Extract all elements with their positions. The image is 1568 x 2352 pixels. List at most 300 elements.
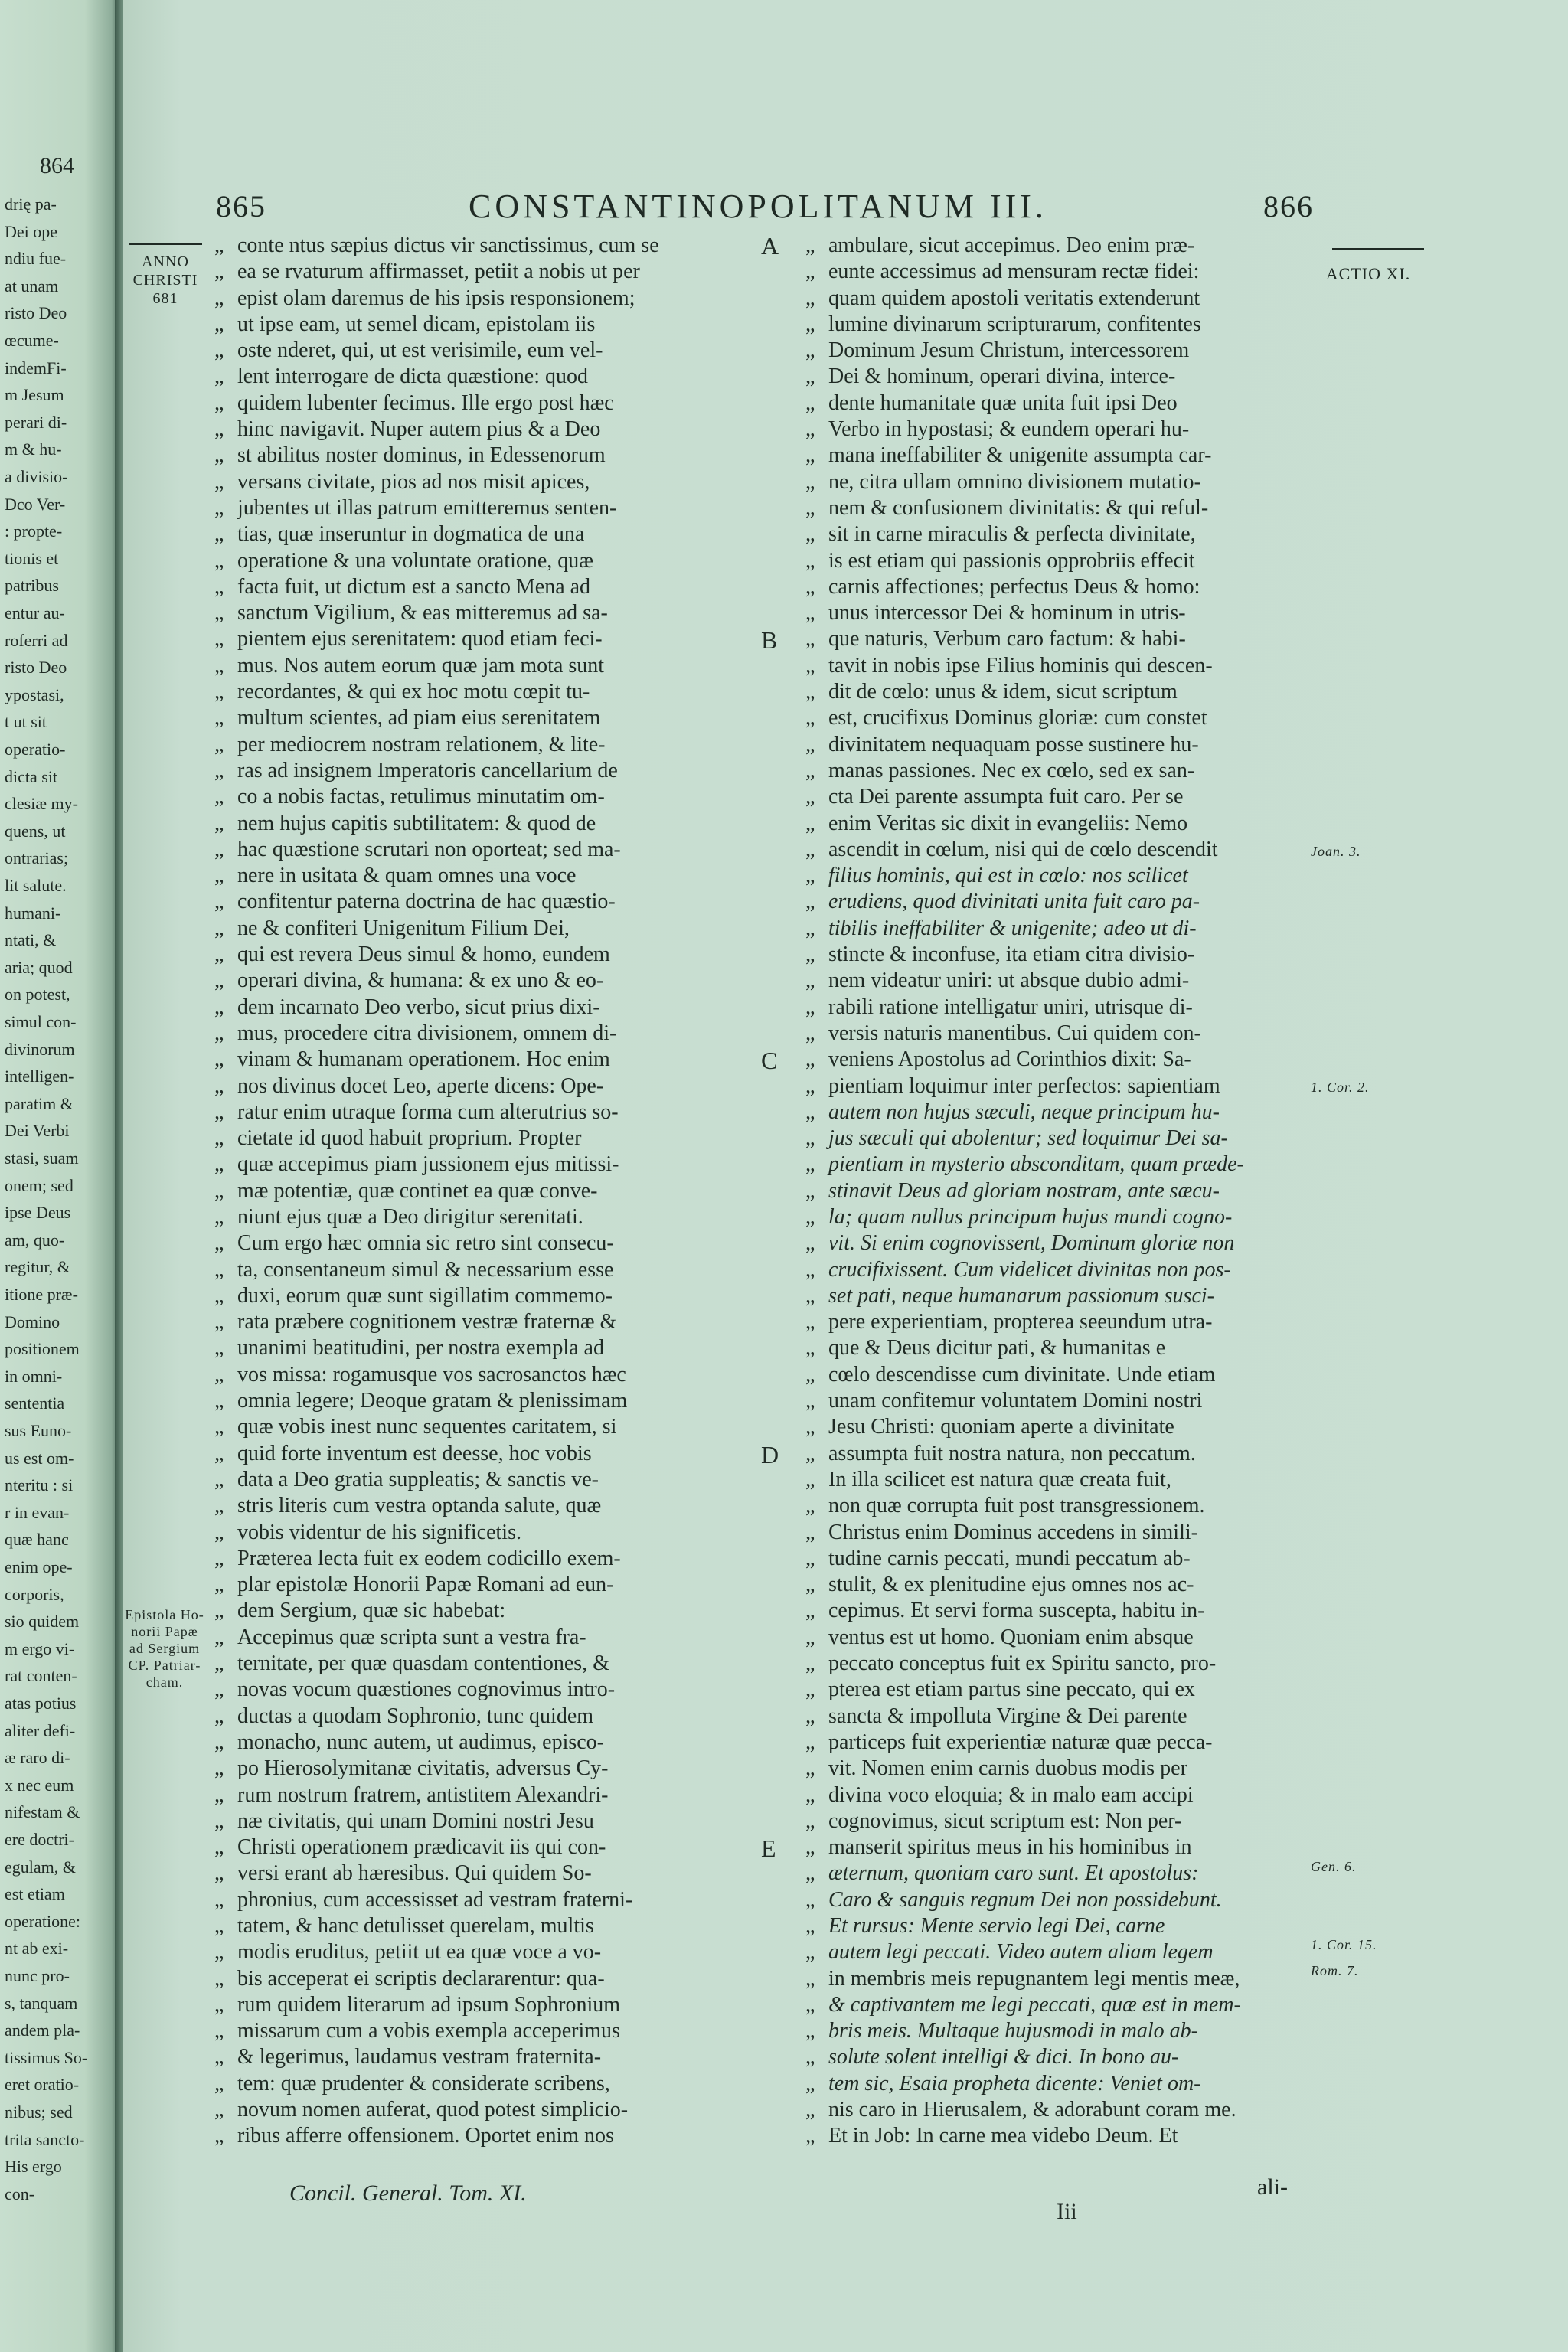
text-line (805, 443, 1311, 469)
text-line (805, 1730, 1311, 1756)
text-line (805, 784, 1311, 810)
text-line (805, 1913, 1311, 1939)
quotation-mark: „ (805, 837, 815, 861)
text-line-content: quam quidem apostoli veritatis extenderunt (828, 286, 1200, 310)
text-line (214, 1021, 674, 1047)
text-line (805, 1441, 1311, 1467)
text-line (214, 679, 674, 705)
text-line-content: Et rursus: Mente servio legi Dei, carne (828, 1914, 1165, 1938)
left-edge-line: us est om- (5, 1448, 74, 1468)
quotation-mark: „ (805, 1966, 815, 1991)
text-line (805, 416, 1311, 443)
text-line (805, 1230, 1311, 1256)
left-edge-line: ndiu fue- (5, 249, 67, 269)
text-line (805, 653, 1311, 679)
text-line (805, 495, 1311, 521)
text-line-content: pientiam in mysterio absconditam, quam præde- (828, 1152, 1244, 1177)
text-line (214, 1651, 674, 1677)
right-text-column (805, 233, 1311, 2150)
text-line-content: st abilitus noster dominus, in Edessenorum (237, 443, 606, 468)
quotation-mark: „ (214, 1887, 224, 1912)
text-line-content: unam confitemur voluntatem Domini nostri (828, 1389, 1203, 1413)
text-line (805, 1493, 1311, 1519)
quotation-mark: „ (214, 1808, 224, 1833)
quotation-mark: „ (214, 1966, 224, 1991)
text-line-content: crucifixissent. Cum videlicet divinitas non pos- (828, 1257, 1231, 1282)
left-edge-line: itione præ- (5, 1285, 78, 1304)
left-edge-line: humani- (5, 903, 61, 923)
left-edge-line: ipse Deus (5, 1203, 71, 1223)
quotation-mark: „ (214, 1389, 224, 1413)
text-line (214, 1808, 674, 1834)
left-edge-line: aria; quod (5, 957, 73, 977)
ref-gen: Gen. 6. (1311, 1859, 1357, 1874)
text-line (214, 1441, 674, 1467)
quotation-mark: „ (805, 601, 815, 626)
left-edge-line: sio quidem (5, 1612, 80, 1632)
left-edge-line: operatio- (5, 740, 66, 759)
text-line-content: rum nostrum fratrem, antistitem Alexandri- (237, 1782, 609, 1807)
text-line (214, 495, 674, 521)
quotation-mark: „ (214, 1441, 224, 1465)
book-gutter (115, 0, 122, 2352)
left-edge-line: m & hu- (5, 439, 62, 459)
left-edge-line: ntati, & (5, 930, 57, 950)
quotation-mark: „ (805, 364, 815, 389)
text-line-content: in membris meis repugnantem legi mentis meæ, (828, 1966, 1240, 1991)
text-line-content: ductas a quodam Sophronio, tunc quidem (237, 1704, 594, 1728)
quotation-mark: „ (214, 758, 224, 782)
text-line (214, 2097, 674, 2123)
quotation-mark: „ (214, 495, 224, 520)
text-line (214, 968, 674, 994)
text-line-content: næ civitatis, qui unam Domini nostri Jesu (237, 1808, 594, 1833)
quotation-mark: „ (805, 2071, 815, 2096)
quotation-mark: „ (214, 1861, 224, 1886)
text-line-content: erudiens, quod divinitati unita fuit caro pa- (828, 890, 1200, 914)
left-edge-line: nifestam & (5, 1802, 80, 1822)
text-line (805, 1756, 1311, 1782)
text-line (214, 1834, 674, 1860)
anno-christi-note (129, 253, 202, 308)
text-line-content: lent interrogare de dicta quæstione: quod (237, 364, 588, 389)
quotation-mark: „ (805, 548, 815, 573)
quotation-mark: „ (805, 1861, 815, 1886)
quotation-mark: „ (805, 864, 815, 888)
quotation-mark: „ (805, 495, 815, 520)
text-line (214, 1309, 674, 1335)
text-line (214, 548, 674, 574)
epistola-note-line: CP. Patriar- (128, 1658, 201, 1673)
text-line-content: nem & confusionem divinitatis: & qui reful- (828, 495, 1209, 520)
text-line (214, 233, 674, 259)
left-edge-line: entur au- (5, 603, 65, 622)
text-line (805, 312, 1311, 338)
quotation-mark: „ (805, 1152, 815, 1177)
quotation-mark: „ (214, 1231, 224, 1256)
text-line (805, 679, 1311, 705)
text-line-content: hinc navigavit. Nuper autem pius & a Deo (237, 417, 601, 442)
quotation-mark: „ (214, 1677, 224, 1702)
quotation-mark: „ (214, 1940, 224, 1965)
text-line-content: que naturis, Verbum caro factum: & habi- (828, 627, 1186, 652)
left-edge-line: positionem (5, 1339, 80, 1359)
quotation-mark: „ (805, 2098, 815, 2122)
text-line-content: versi erant ab hæresibus. Qui quidem So- (237, 1861, 592, 1886)
section-letter-e: E (761, 1834, 776, 1862)
text-line (214, 837, 674, 863)
text-line-content: est, crucifixus Dominus gloriæ: cum constet (828, 706, 1207, 730)
text-line-content: dem Sergium, quæ sic habebat: (237, 1599, 506, 1623)
quotation-mark: „ (805, 312, 815, 336)
left-edge-line: eret oratio- (5, 2075, 80, 2095)
left-edge-line: on potest, (5, 985, 70, 1004)
text-line-content: Caro & sanguis regnum Dei non possidebunt. (828, 1887, 1222, 1912)
quotation-mark: „ (805, 969, 815, 993)
quotation-mark: „ (805, 1336, 815, 1361)
text-line-content: eunte accessimus ad mensuram rectæ fidei: (828, 260, 1200, 284)
quotation-mark: „ (805, 1808, 815, 1833)
text-line-content: novum nomen auferat, quod potest simplicio- (237, 2098, 629, 2122)
text-line-content: vit. Nomen enim carnis duobus modis per (828, 1756, 1187, 1781)
left-edge-line: patribus (5, 576, 59, 596)
section-letter-b: B (761, 626, 778, 654)
quotation-mark: „ (805, 1704, 815, 1728)
quotation-mark: „ (805, 732, 815, 756)
text-line (805, 1047, 1311, 1073)
text-line-content: data a Deo gratia suppleatis; & sanctis ve- (237, 1467, 599, 1491)
text-line-content: filius hominis, qui est in cœlo: nos scilicet (828, 864, 1188, 888)
text-line (214, 626, 674, 652)
text-line-content: versans civitate, pios ad nos misit apices, (237, 469, 590, 494)
left-edge-line: r in evan- (5, 1502, 70, 1522)
text-line (805, 1178, 1311, 1204)
left-edge-line: lit salute. (5, 876, 67, 895)
text-line (214, 1860, 674, 1886)
quotation-mark: „ (805, 653, 815, 678)
quotation-mark: „ (805, 1073, 815, 1098)
text-line-content: ambulare, sicut accepimus. Deo enim præ- (828, 234, 1195, 257)
text-line (214, 1047, 674, 1073)
left-edge-line: indemFi- (5, 358, 67, 377)
text-line-content: nos divinus docet Leo, aperte dicens: Ope- (237, 1073, 604, 1098)
text-line (214, 1099, 674, 1125)
text-line (805, 1257, 1311, 1283)
text-line (805, 259, 1311, 285)
text-line-content: peccato conceptus fuit ex Spiritu sancto, pro- (828, 1651, 1217, 1676)
quotation-mark: „ (805, 1651, 815, 1676)
left-edge-line: risto Deo (5, 658, 67, 678)
text-line-content: ventus est ut homo. Quoniam enim absque (828, 1625, 1194, 1649)
text-line-content: vobis videntur de his significetis. (237, 1520, 521, 1544)
page-title: CONSTANTINOPOLITANUM III. (469, 188, 1047, 225)
quotation-mark: „ (805, 522, 815, 547)
left-edge-line: onem; sed (5, 1175, 74, 1195)
text-line-content: set pati, neque humanarum passionum susci- (828, 1283, 1214, 1308)
text-line-content: pterea est etiam partus sine peccato, qui ex (828, 1677, 1195, 1702)
text-line-content: cognovimus, sicut scriptum est: Non per- (828, 1808, 1182, 1833)
footer-signature: Concil. General. Tom. XI. (289, 2180, 527, 2206)
text-line (805, 626, 1311, 652)
left-edge-line: risto Deo (5, 303, 67, 323)
quotation-mark: „ (214, 995, 224, 1019)
text-line (805, 995, 1311, 1021)
left-edge-line: œcume- (5, 331, 59, 350)
text-line (214, 416, 674, 443)
text-line (214, 1388, 674, 1414)
left-edge-line: dicta sit (5, 766, 58, 786)
text-line (214, 469, 674, 495)
epistola-note-line: norii Papæ (131, 1624, 198, 1639)
text-line (805, 233, 1311, 259)
text-line-content: hac quæstione scrutari non oporteat; sed ma- (237, 837, 621, 861)
text-line (805, 1887, 1311, 1913)
text-line-content: is est etiam qui passionis opprobriis effecit (828, 548, 1195, 573)
text-line-content: missarum cum a vobis exempla acceperimus (237, 2019, 620, 2043)
text-line-content: solute solent intelligi & dici. In bono au- (828, 2045, 1179, 2069)
quotation-mark: „ (214, 1336, 224, 1361)
text-line-content: assumpta fuit nostra natura, non peccatum. (828, 1441, 1196, 1465)
text-line-content: mana ineffabiliter & unigenite assumpta car- (828, 443, 1212, 468)
left-edge-line: egulam, & (5, 1857, 76, 1877)
quotation-mark: „ (805, 1940, 815, 1965)
quotation-mark: „ (805, 234, 815, 257)
quotation-mark: „ (805, 1625, 815, 1649)
text-line (214, 1546, 674, 1572)
quotation-mark: „ (214, 1625, 224, 1649)
quotation-mark: „ (805, 890, 815, 914)
left-edge-line: quæ hanc (5, 1530, 69, 1550)
quotation-mark: „ (214, 286, 224, 310)
quotation-mark: „ (214, 1073, 224, 1098)
text-line-content: stris literis cum vestra optanda salute, quæ (237, 1494, 602, 1518)
ref-1-cor-15: 1. Cor. 15. (1311, 1937, 1377, 1952)
quotation-mark: „ (214, 1310, 224, 1334)
text-line-content: ras ad insignem Imperatoris cancellarium de (237, 758, 618, 782)
text-line (214, 1730, 674, 1756)
text-line-content: mus. Nos autem eorum quæ jam mota sunt (237, 653, 605, 678)
quotation-mark: „ (214, 969, 224, 993)
quotation-mark: „ (214, 1178, 224, 1203)
text-line-content: po Hierosolymitanæ civitatis, adversus Cy- (237, 1756, 609, 1781)
left-edge-line: regitur, & (5, 1257, 70, 1277)
quotation-mark: „ (805, 1283, 815, 1308)
text-line (805, 705, 1311, 731)
text-line (805, 1099, 1311, 1125)
text-line-content: ascendit in cœlum, nisi qui de cœlo descendit (828, 837, 1218, 861)
left-page-number: 864 (40, 153, 74, 178)
ref-rom: Rom. 7. (1311, 1963, 1359, 1978)
left-edge-line: con- (5, 2184, 35, 2203)
quotation-mark: „ (214, 443, 224, 468)
left-edge-line: m ergo vi- (5, 1638, 75, 1658)
quotation-mark: „ (805, 706, 815, 730)
text-line (805, 364, 1311, 390)
text-line (214, 1073, 674, 1099)
text-line (805, 1677, 1311, 1703)
text-line-content: Dominum Jesum Christum, intercessorem (828, 338, 1190, 363)
text-line-content: divina voco eloquia; & in malo eam accipi (828, 1782, 1194, 1807)
quotation-mark: „ (214, 2045, 224, 2069)
left-edge-line: sententia (5, 1393, 65, 1413)
quotation-mark: „ (805, 1310, 815, 1334)
left-edge-line: nt ab exi- (5, 1939, 69, 1958)
left-edge-line: divinorum (5, 1039, 75, 1059)
text-line (805, 286, 1311, 312)
left-edge-line: x nec eum (5, 1775, 74, 1795)
text-line (805, 1939, 1311, 1965)
text-line (805, 1625, 1311, 1651)
quotation-mark: „ (805, 260, 815, 284)
text-line-content: tias, quæ inseruntur in dogmatica de una (237, 522, 585, 547)
quotation-mark: „ (214, 574, 224, 599)
text-line-content: manserit spiritus meus in his hominibus in (828, 1835, 1192, 1860)
left-edge-line: rat conten- (5, 1666, 77, 1686)
quotation-mark: „ (214, 1283, 224, 1308)
text-line-content: jus sæculi qui abolentur; sed loquimur Dei sa- (828, 1126, 1228, 1151)
footer-catchword: ali- (1257, 2174, 1288, 2200)
left-edge-line: nteritu : si (5, 1475, 74, 1495)
quotation-mark: „ (805, 1573, 815, 1597)
quotation-mark: „ (805, 1204, 815, 1229)
text-line-content: quidem lubenter fecimus. Ille ergo post hæc (237, 390, 614, 415)
quotation-mark: „ (214, 811, 224, 835)
quotation-mark: „ (805, 758, 815, 782)
left-edge-line: aliter defi- (5, 1720, 76, 1740)
left-edge-line: His ergo (5, 2157, 62, 2177)
text-line-content: facta fuit, ut dictum est a sancto Mena ad (237, 574, 591, 599)
text-line-content: multum scientes, ad piam eius serenitatem (237, 706, 601, 730)
text-line (805, 2044, 1311, 2070)
left-edge-line: simul con- (5, 1012, 77, 1031)
text-line-content: ribus afferre offensionem. Oportet enim nos (237, 2124, 614, 2148)
text-line-content: phronius, cum accessisset ad vestram fraterni- (237, 1887, 633, 1912)
left-edge-line: Dco Ver- (5, 494, 66, 514)
text-line (805, 600, 1311, 626)
left-edge-line: intelligen- (5, 1067, 74, 1086)
quotation-mark: „ (805, 2124, 815, 2148)
quotation-mark: „ (214, 1099, 224, 1124)
text-line-content: ta, consentaneum simul & necessarium esse (237, 1257, 614, 1282)
left-edge-line: corporis, (5, 1584, 64, 1604)
epistola-note-line: cham. (145, 1674, 184, 1690)
quotation-mark: „ (214, 1730, 224, 1754)
text-line (214, 259, 674, 285)
text-line-content: co a nobis factas, retulimus minutatim om- (237, 785, 605, 809)
page-number-right-col: 866 (1263, 189, 1314, 224)
left-edge-line: Domino (5, 1312, 60, 1331)
left-edge-line: sus Euno- (5, 1421, 72, 1440)
text-line (214, 1178, 674, 1204)
quotation-mark: „ (214, 916, 224, 940)
quotation-mark: „ (214, 732, 224, 756)
text-line-content: per mediocrem nostram relationem, & lite- (237, 732, 606, 756)
text-line (805, 916, 1311, 942)
quotation-mark: „ (214, 1362, 224, 1387)
text-line (805, 1073, 1311, 1099)
quotation-mark: „ (805, 942, 815, 967)
quotation-mark: „ (214, 234, 224, 257)
text-line-content: dem incarnato Deo verbo, sicut prius dixi- (237, 995, 600, 1019)
text-line (214, 443, 674, 469)
left-edge-line: tionis et (5, 548, 59, 568)
text-line (805, 1283, 1311, 1309)
quotation-mark: „ (214, 837, 224, 861)
text-line (805, 2071, 1311, 2097)
text-line (214, 390, 674, 416)
text-line-content: quæ vobis inest nunc sequentes caritatem, si (237, 1415, 617, 1439)
quotation-mark: „ (214, 653, 224, 678)
text-line (805, 338, 1311, 364)
quotation-mark: „ (805, 1520, 815, 1544)
text-line-content: non quæ corrupta fuit post transgressionem. (828, 1494, 1205, 1518)
text-line-content: stincte & inconfuse, ita etiam citra divisio- (828, 942, 1195, 967)
text-line-content: lumine divinarum scripturarum, confitentes (828, 312, 1201, 336)
text-line (805, 1651, 1311, 1677)
quotation-mark: „ (805, 417, 815, 442)
text-line-content: particeps fuit experientiæ naturæ quæ pecca- (828, 1730, 1213, 1754)
quotation-mark: „ (214, 1152, 224, 1177)
quotation-mark: „ (214, 1651, 224, 1676)
ref-1-cor-2: 1. Cor. 2. (1311, 1080, 1370, 1095)
text-line-content: tatem, & hanc detulisset querelam, multis (237, 1914, 594, 1938)
quotation-mark: „ (805, 1546, 815, 1570)
quotation-mark: „ (805, 2019, 815, 2043)
left-edge-line: quens, ut (5, 821, 66, 841)
text-line (805, 1992, 1311, 2018)
text-line (805, 968, 1311, 994)
quotation-mark: „ (214, 390, 224, 415)
text-line (805, 1309, 1311, 1335)
left-edge-line: clesiæ my- (5, 794, 78, 814)
quotation-mark: „ (805, 1887, 815, 1912)
text-line (214, 1572, 674, 1598)
left-edge-line: operatione: (5, 1911, 80, 1931)
quotation-mark: „ (805, 1599, 815, 1623)
quotation-mark: „ (214, 680, 224, 704)
quotation-mark: „ (214, 364, 224, 389)
text-line-content: autem legi peccati. Video autem aliam legem (828, 1940, 1214, 1965)
text-line-content: novas vocum quæstiones cognovimus intro- (237, 1677, 616, 1702)
text-line (214, 521, 674, 547)
text-line-content: monacho, nunc autem, ut audimus, episco- (237, 1730, 604, 1754)
text-line (214, 1598, 674, 1624)
quotation-mark: „ (214, 1756, 224, 1781)
quotation-mark: „ (805, 916, 815, 940)
text-line (805, 1598, 1311, 1624)
quotation-mark: „ (214, 601, 224, 626)
quotation-mark: „ (805, 1756, 815, 1781)
left-edge-line: a divisio- (5, 467, 68, 486)
text-line-content: stulit, & ex plenitudine ejus omnes nos ac- (828, 1573, 1194, 1597)
quotation-mark: „ (805, 1730, 815, 1754)
text-line-content: dente humanitate quæ unita fuit ipsi Deo (828, 390, 1178, 415)
text-line-content: niunt ejus quæ a Deo dirigitur serenitati. (237, 1204, 583, 1229)
text-line (214, 1625, 674, 1651)
text-line (214, 1677, 674, 1703)
text-line-content: jubentes ut illas patrum emitteremus senten- (237, 495, 617, 520)
text-line-content: vit. Si enim cognovissent, Dominum gloriæ non (828, 1231, 1235, 1256)
text-line (214, 1520, 674, 1546)
text-line (214, 1125, 674, 1152)
quotation-mark: „ (805, 1677, 815, 1702)
text-line-content: ea se rvaturum affirmasset, petiit a nobis ut per (237, 260, 640, 284)
text-line-content: ne & confiteri Unigenitum Filium Dei, (237, 916, 570, 940)
text-line-content: tavit in nobis ipse Filius hominis qui descen- (828, 653, 1213, 678)
text-line (214, 2071, 674, 2097)
quotation-mark: „ (805, 1231, 815, 1256)
text-line-content: confitentur paterna doctrina de hac quæstio- (237, 890, 616, 914)
